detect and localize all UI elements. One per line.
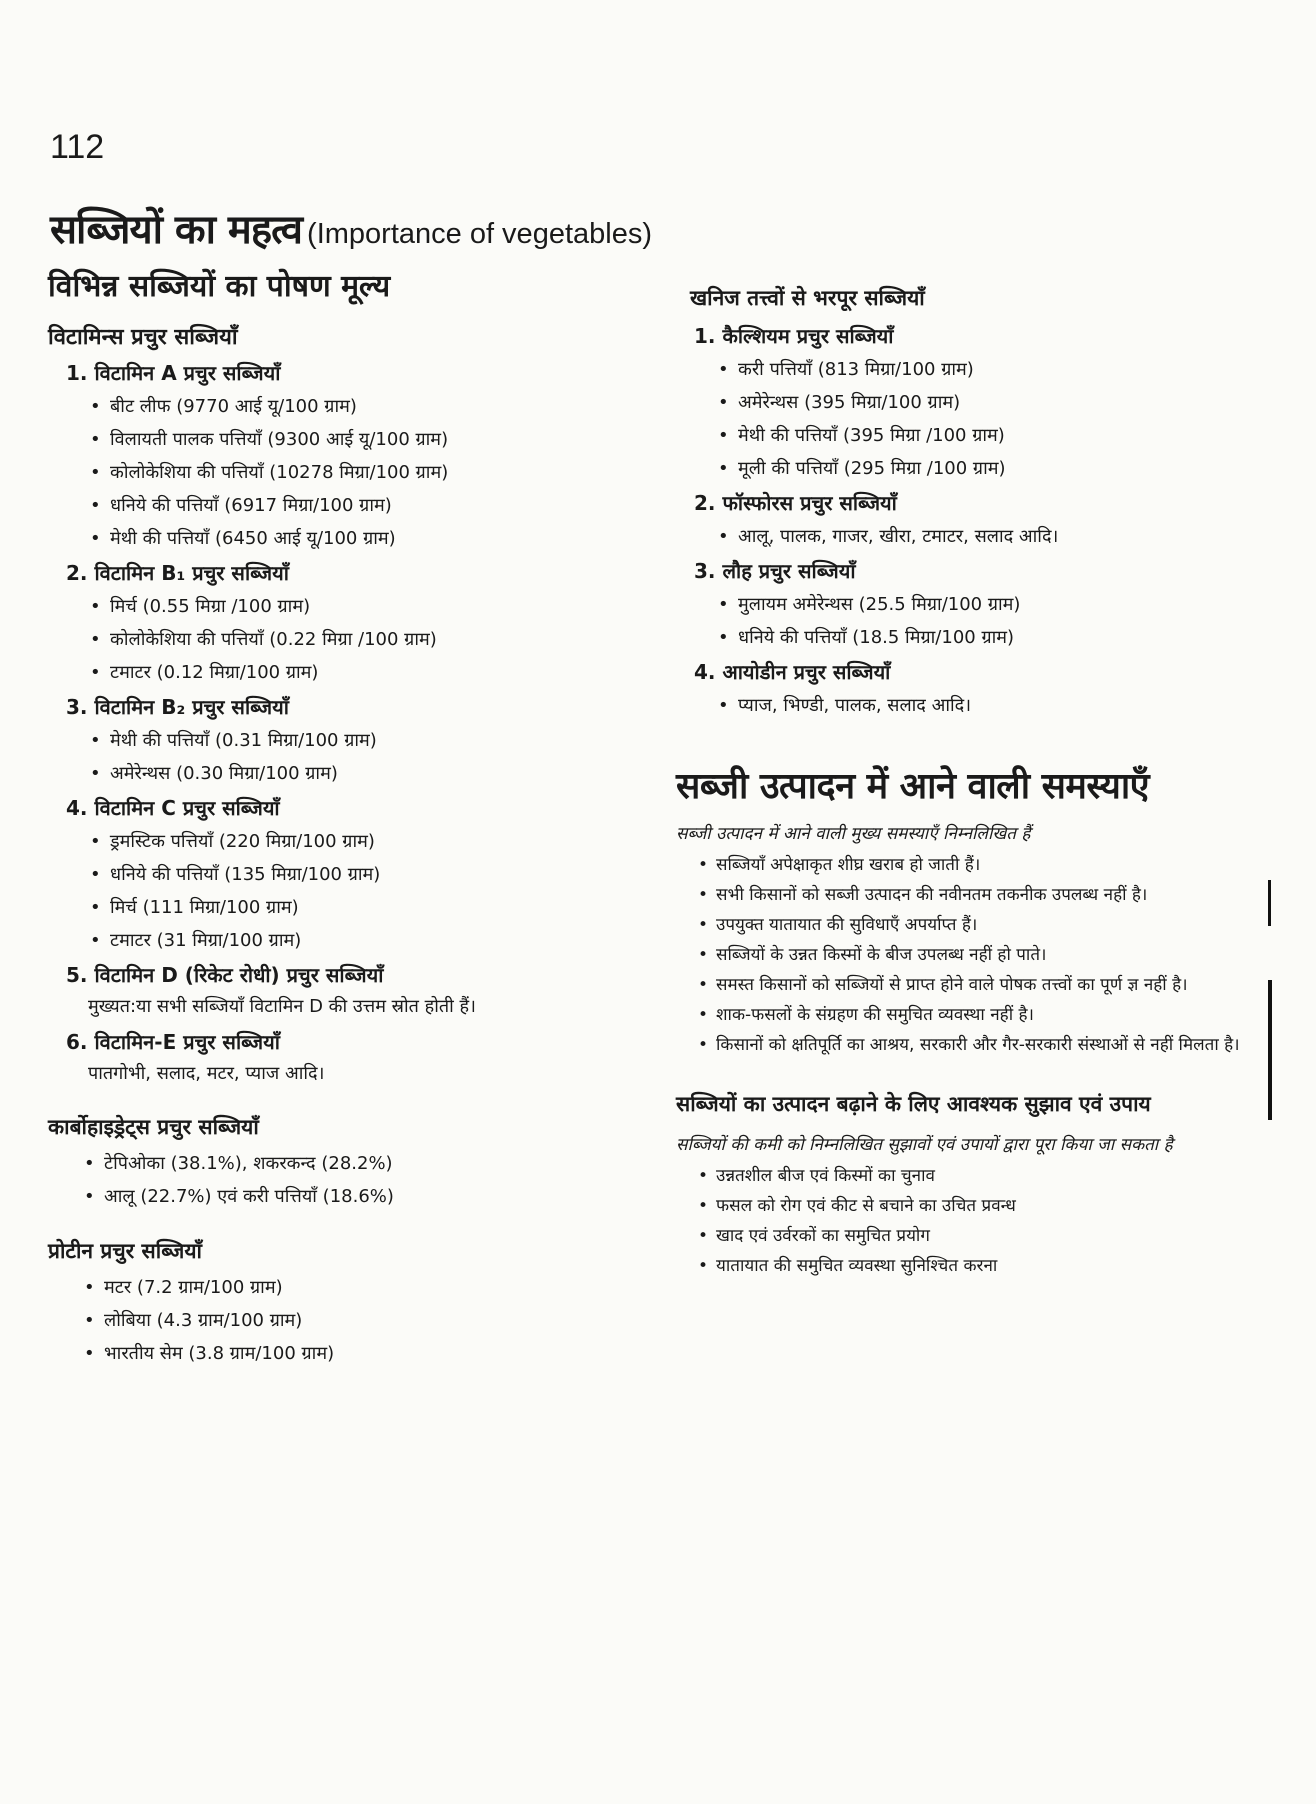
list-item: • टमाटर (31 मिग्रा/100 ग्राम) bbox=[48, 924, 688, 957]
list-item: • किसानों को क्षतिपूर्ति का आश्रय, सरकारी और गैर-सरकारी संस्थाओं से नहीं मिलता है। bbox=[676, 1030, 1266, 1060]
list-item: • उन्नतशील बीज एवं किस्मों का चुनाव bbox=[676, 1161, 1266, 1191]
list-item: • ड्रमस्टिक पत्तियाँ (220 मिग्रा/100 ग्राम) bbox=[48, 825, 688, 858]
list-item: • बीट लीफ (9770 आई यू/100 ग्राम) bbox=[48, 390, 688, 423]
list-item: • कोलोकेशिया की पत्तियाँ (10278 मिग्रा/100 ग्राम) bbox=[48, 456, 688, 489]
group-title: 6. विटामिन-E प्रचुर सब्जियाँ bbox=[66, 1030, 280, 1054]
list-item: • सभी किसानों को सब्जी उत्पादन की नवीनतम तकनीक उपलब्ध नहीं है। bbox=[676, 880, 1266, 910]
list-item: • फसल को रोग एवं कीट से बचाने का उचित प्रवन्ध bbox=[676, 1191, 1266, 1221]
suggestions-list bbox=[676, 1161, 1266, 1281]
vitamin-group bbox=[48, 794, 688, 957]
list-item: • सब्जियों के उन्नत किस्मों के बीज उपलब्ध नहीं हो पाते। bbox=[676, 940, 1266, 970]
item-list bbox=[48, 390, 688, 555]
item-list bbox=[676, 520, 1266, 553]
list-item: • भारतीय सेम (3.8 ग्राम/100 ग्राम) bbox=[48, 1337, 688, 1370]
right-column bbox=[676, 284, 1266, 1285]
group-title: 5. विटामिन D (रिकेट रोधी) प्रचुर सब्जियाँ bbox=[66, 963, 384, 987]
group-title: 3. विटामिन B₂ प्रचुर सब्जियाँ bbox=[66, 695, 289, 719]
carbs-section bbox=[48, 1113, 688, 1213]
mineral-group bbox=[676, 489, 1266, 553]
item-list bbox=[48, 590, 688, 689]
list-item: • लोबिया (4.3 ग्राम/100 ग्राम) bbox=[48, 1304, 688, 1337]
problems-intro: सब्जी उत्पादन में आने वाली मुख्य समस्याएँ निम्नलिखित हैं bbox=[676, 824, 1031, 844]
list-item: • शाक-फसलों के संग्रहण की समुचित व्यवस्था नहीं है। bbox=[676, 1000, 1266, 1030]
suggestions-section bbox=[676, 1090, 1266, 1281]
vitamin-e-group bbox=[48, 1028, 688, 1089]
carbs-heading: कार्बोहाइड्रेट्स प्रचुर सब्जियाँ bbox=[48, 1115, 259, 1139]
list-item: • मेथी की पत्तियाँ (0.31 मिग्रा/100 ग्राम) bbox=[48, 724, 688, 757]
list-item: • प्याज, भिण्डी, पालक, सलाद आदि। bbox=[676, 689, 1266, 722]
edge-mark bbox=[1268, 880, 1271, 926]
group-title: 2. विटामिन B₁ प्रचुर सब्जियाँ bbox=[66, 561, 289, 585]
list-item: • धनिये की पत्तियाँ (6917 मिग्रा/100 ग्राम) bbox=[48, 489, 688, 522]
list-item: • धनिये की पत्तियाँ (135 मिग्रा/100 ग्राम) bbox=[48, 858, 688, 891]
list-item: • मूली की पत्तियाँ (295 मिग्रा /100 ग्राम) bbox=[676, 452, 1266, 485]
mineral-group bbox=[676, 322, 1266, 485]
problems-heading: सब्जी उत्पादन में आने वाली समस्याएँ bbox=[676, 766, 1150, 807]
group-title: 2. फॉस्फोरस प्रचुर सब्जियाँ bbox=[694, 491, 897, 515]
mineral-group bbox=[676, 658, 1266, 722]
item-list bbox=[48, 1271, 688, 1370]
list-item: • मेथी की पत्तियाँ (395 मिग्रा /100 ग्राम) bbox=[676, 419, 1266, 452]
list-item: • विलायती पालक पत्तियाँ (9300 आई यू/100 ग्राम) bbox=[48, 423, 688, 456]
list-item: • मटर (7.2 ग्राम/100 ग्राम) bbox=[48, 1271, 688, 1304]
list-item: • मिर्च (0.55 मिग्रा /100 ग्राम) bbox=[48, 590, 688, 623]
nutrition-heading: विभिन्न सब्जियों का पोषण मूल्य bbox=[48, 269, 391, 304]
item-list bbox=[676, 689, 1266, 722]
page-number: 112 bbox=[50, 128, 105, 166]
vitamins-heading: विटामिन्स प्रचुर सब्जियाँ bbox=[48, 325, 238, 350]
list-item: • सब्जियाँ अपेक्षाकृत शीघ्र खराब हो जाती हैं। bbox=[676, 850, 1266, 880]
list-item: • आलू (22.7%) एवं करी पत्तियाँ (18.6%) bbox=[48, 1180, 688, 1213]
vitamin-e-text: पातगोभी, सलाद, मटर, प्याज आदि। bbox=[88, 1063, 325, 1084]
problems-section bbox=[676, 760, 1266, 1060]
title-english: (Importance of vegetables) bbox=[307, 218, 652, 250]
left-column bbox=[48, 264, 688, 1374]
suggestions-heading: सब्जियों का उत्पादन बढ़ाने के लिए आवश्यक सुझाव एवं उपाय bbox=[676, 1092, 1151, 1116]
suggestions-intro: सब्जियों की कमी को निम्नलिखित सुझावों एवं उपायों द्वारा पूरा किया जा सकता है bbox=[676, 1135, 1173, 1155]
group-title: 1. विटामिन A प्रचुर सब्जियाँ bbox=[66, 361, 281, 385]
list-item: • समस्त किसानों को सब्जियों से प्राप्त होने वाले पोषक तत्त्वों का पूर्ण ज्ञ नहीं है। bbox=[676, 970, 1266, 1000]
list-item: • करी पत्तियाँ (813 मिग्रा/100 ग्राम) bbox=[676, 353, 1266, 386]
item-list bbox=[676, 353, 1266, 485]
list-item: • कोलोकेशिया की पत्तियाँ (0.22 मिग्रा /100 ग्राम) bbox=[48, 623, 688, 656]
list-item: • धनिये की पत्तियाँ (18.5 मिग्रा/100 ग्राम) bbox=[676, 621, 1266, 654]
vitamin-group bbox=[48, 559, 688, 689]
protein-heading: प्रोटीन प्रचुर सब्जियाँ bbox=[48, 1239, 202, 1263]
minerals-heading: खनिज तत्त्वों से भरपूर सब्जियाँ bbox=[690, 286, 925, 310]
group-title: 4. विटामिन C प्रचुर सब्जियाँ bbox=[66, 796, 280, 820]
title-hindi: सब्जियों का महत्व bbox=[50, 207, 302, 253]
item-list bbox=[48, 1147, 688, 1213]
list-item: • खाद एवं उर्वरकों का समुचित प्रयोग bbox=[676, 1221, 1266, 1251]
item-list bbox=[48, 825, 688, 957]
list-item: • मिर्च (111 मिग्रा/100 ग्राम) bbox=[48, 891, 688, 924]
list-item: • अमेरेन्थस (395 मिग्रा/100 ग्राम) bbox=[676, 386, 1266, 419]
list-item: • टेपिओका (38.1%), शकरकन्द (28.2%) bbox=[48, 1147, 688, 1180]
item-list bbox=[676, 588, 1266, 654]
list-item: • टमाटर (0.12 मिग्रा/100 ग्राम) bbox=[48, 656, 688, 689]
page-title bbox=[50, 200, 652, 255]
vitamin-d-group bbox=[48, 961, 688, 1022]
list-item: • उपयुक्त यातायात की सुविधाएँ अपर्याप्त हैं। bbox=[676, 910, 1266, 940]
group-title: 3. लौह प्रचुर सब्जियाँ bbox=[694, 559, 856, 583]
list-item: • मेथी की पत्तियाँ (6450 आई यू/100 ग्राम) bbox=[48, 522, 688, 555]
list-item: • आलू, पालक, गाजर, खीरा, टमाटर, सलाद आदि। bbox=[676, 520, 1266, 553]
group-title: 1. कैल्शियम प्रचुर सब्जियाँ bbox=[694, 324, 894, 348]
edge-mark bbox=[1268, 980, 1272, 1120]
problems-list bbox=[676, 850, 1266, 1060]
list-item: • मुलायम अमेरेन्थस (25.5 मिग्रा/100 ग्राम) bbox=[676, 588, 1266, 621]
list-item: • यातायात की समुचित व्यवस्था सुनिश्चित करना bbox=[676, 1251, 1266, 1281]
item-list bbox=[48, 724, 688, 790]
mineral-group bbox=[676, 557, 1266, 654]
vitamin-group bbox=[48, 359, 688, 555]
vitamin-group bbox=[48, 693, 688, 790]
group-title: 4. आयोडीन प्रचुर सब्जियाँ bbox=[694, 660, 891, 684]
vitamin-d-text: मुख्यत:या सभी सब्जियाँ विटामिन D की उत्तम स्रोत होती हैं। bbox=[88, 996, 476, 1017]
protein-section bbox=[48, 1237, 688, 1370]
list-item: • अमेरेन्थस (0.30 मिग्रा/100 ग्राम) bbox=[48, 757, 688, 790]
